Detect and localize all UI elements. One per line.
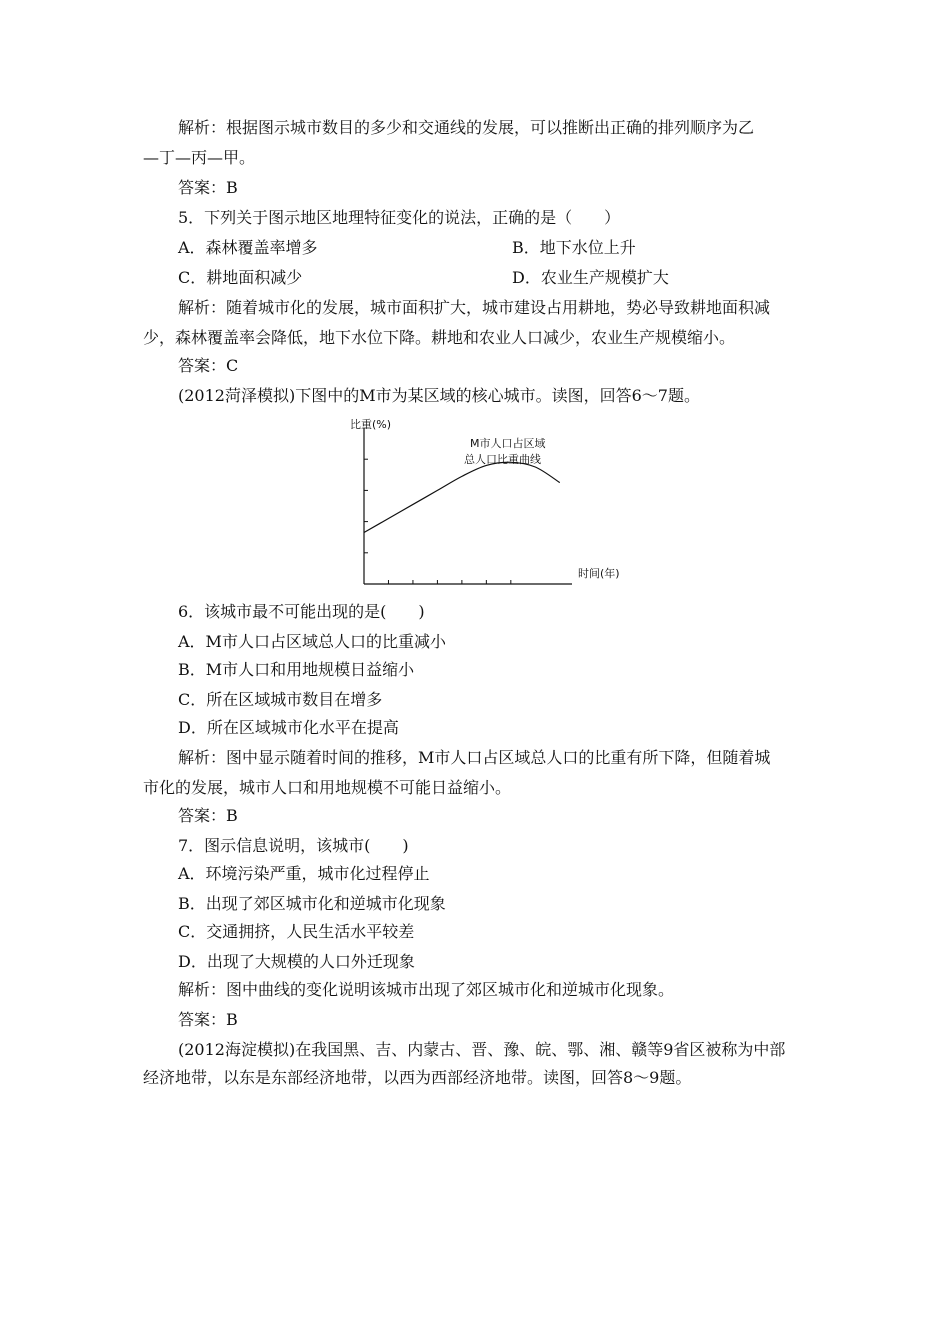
intro-8-9-line-2: 经济地带，以东是东部经济地带，以西为西部经济地带。读图，回答8～9题。 xyxy=(143,1068,692,1087)
curve-label-line-2: 总人口比重曲线 xyxy=(464,453,541,466)
q7-option-a: A．环境污染严重，城市化过程停止 xyxy=(178,864,430,883)
intro-6-7: (2012菏泽模拟)下图中的M市为某区域的核心城市。读图，回答6～7题。 xyxy=(178,386,700,405)
q7-option-c: C．交通拥挤，人民生活水平较差 xyxy=(178,922,415,941)
population-share-chart xyxy=(340,414,640,592)
y-axis-label: 比重(%) xyxy=(350,418,392,431)
q6-analysis-line-1: 解析：图中显示随着时间的推移，M市人口占区域总人口的比重有所下降，但随着城 xyxy=(178,748,771,767)
q5-answer: 答案：C xyxy=(178,356,239,375)
q6-stem: 6．该城市最不可能出现的是( ) xyxy=(178,602,425,621)
q7-analysis: 解析：图中曲线的变化说明该城市出现了郊区城市化和逆城市化现象。 xyxy=(178,980,675,999)
q5-option-d: D．农业生产规模扩大 xyxy=(512,268,669,287)
q4-analysis-line-2: —丁—丙—甲。 xyxy=(143,148,256,167)
q5-analysis-line-2: 少，森林覆盖率会降低，地下水位下降。耕地和农业人口减少，农业生产规模缩小。 xyxy=(143,328,736,347)
q4-analysis-line-1: 解析：根据图示城市数目的多少和交通线的发展，可以推断出正确的排列顺序为乙 xyxy=(178,118,755,137)
q6-option-b: B．M市人口和用地规模日益缩小 xyxy=(178,660,415,679)
q5-analysis-line-1: 解析：随着城市化的发展，城市面积扩大，城市建设占用耕地，势必导致耕地面积减 xyxy=(178,298,771,317)
q7-answer: 答案：B xyxy=(178,1010,238,1029)
q5-option-a: A．森林覆盖率增多 xyxy=(178,238,318,257)
chart-svg xyxy=(340,414,640,592)
population-share-curve xyxy=(364,462,560,532)
q7-option-d: D．出现了大规模的人口外迁现象 xyxy=(178,952,415,971)
curve-label-line-1: M市人口占区域 xyxy=(470,437,546,450)
q7-option-b: B．出现了郊区城市化和逆城市化现象 xyxy=(178,894,446,913)
q6-answer: 答案：B xyxy=(178,806,238,825)
q4-answer: 答案：B xyxy=(178,178,238,197)
q7-stem: 7．图示信息说明，该城市( ) xyxy=(178,836,409,855)
intro-8-9-line-1: (2012海淀模拟)在我国黑、吉、内蒙古、晋、豫、皖、鄂、湘、赣等9省区被称为中部 xyxy=(178,1040,786,1059)
q6-option-c: C．所在区域城市数目在增多 xyxy=(178,690,383,709)
q6-option-d: D．所在区域城市化水平在提高 xyxy=(178,718,399,737)
q5-option-b: B．地下水位上升 xyxy=(512,238,636,257)
q5-option-c: C．耕地面积减少 xyxy=(178,268,303,287)
x-axis-label: 时间(年) xyxy=(578,567,620,580)
q5-stem: 5．下列关于图示地区地理特征变化的说法，正确的是（ ） xyxy=(178,208,621,227)
q6-option-a: A．M市人口占区域总人口的比重减小 xyxy=(178,632,446,651)
q6-analysis-line-2: 市化的发展，城市人口和用地规模不可能日益缩小。 xyxy=(143,778,512,797)
